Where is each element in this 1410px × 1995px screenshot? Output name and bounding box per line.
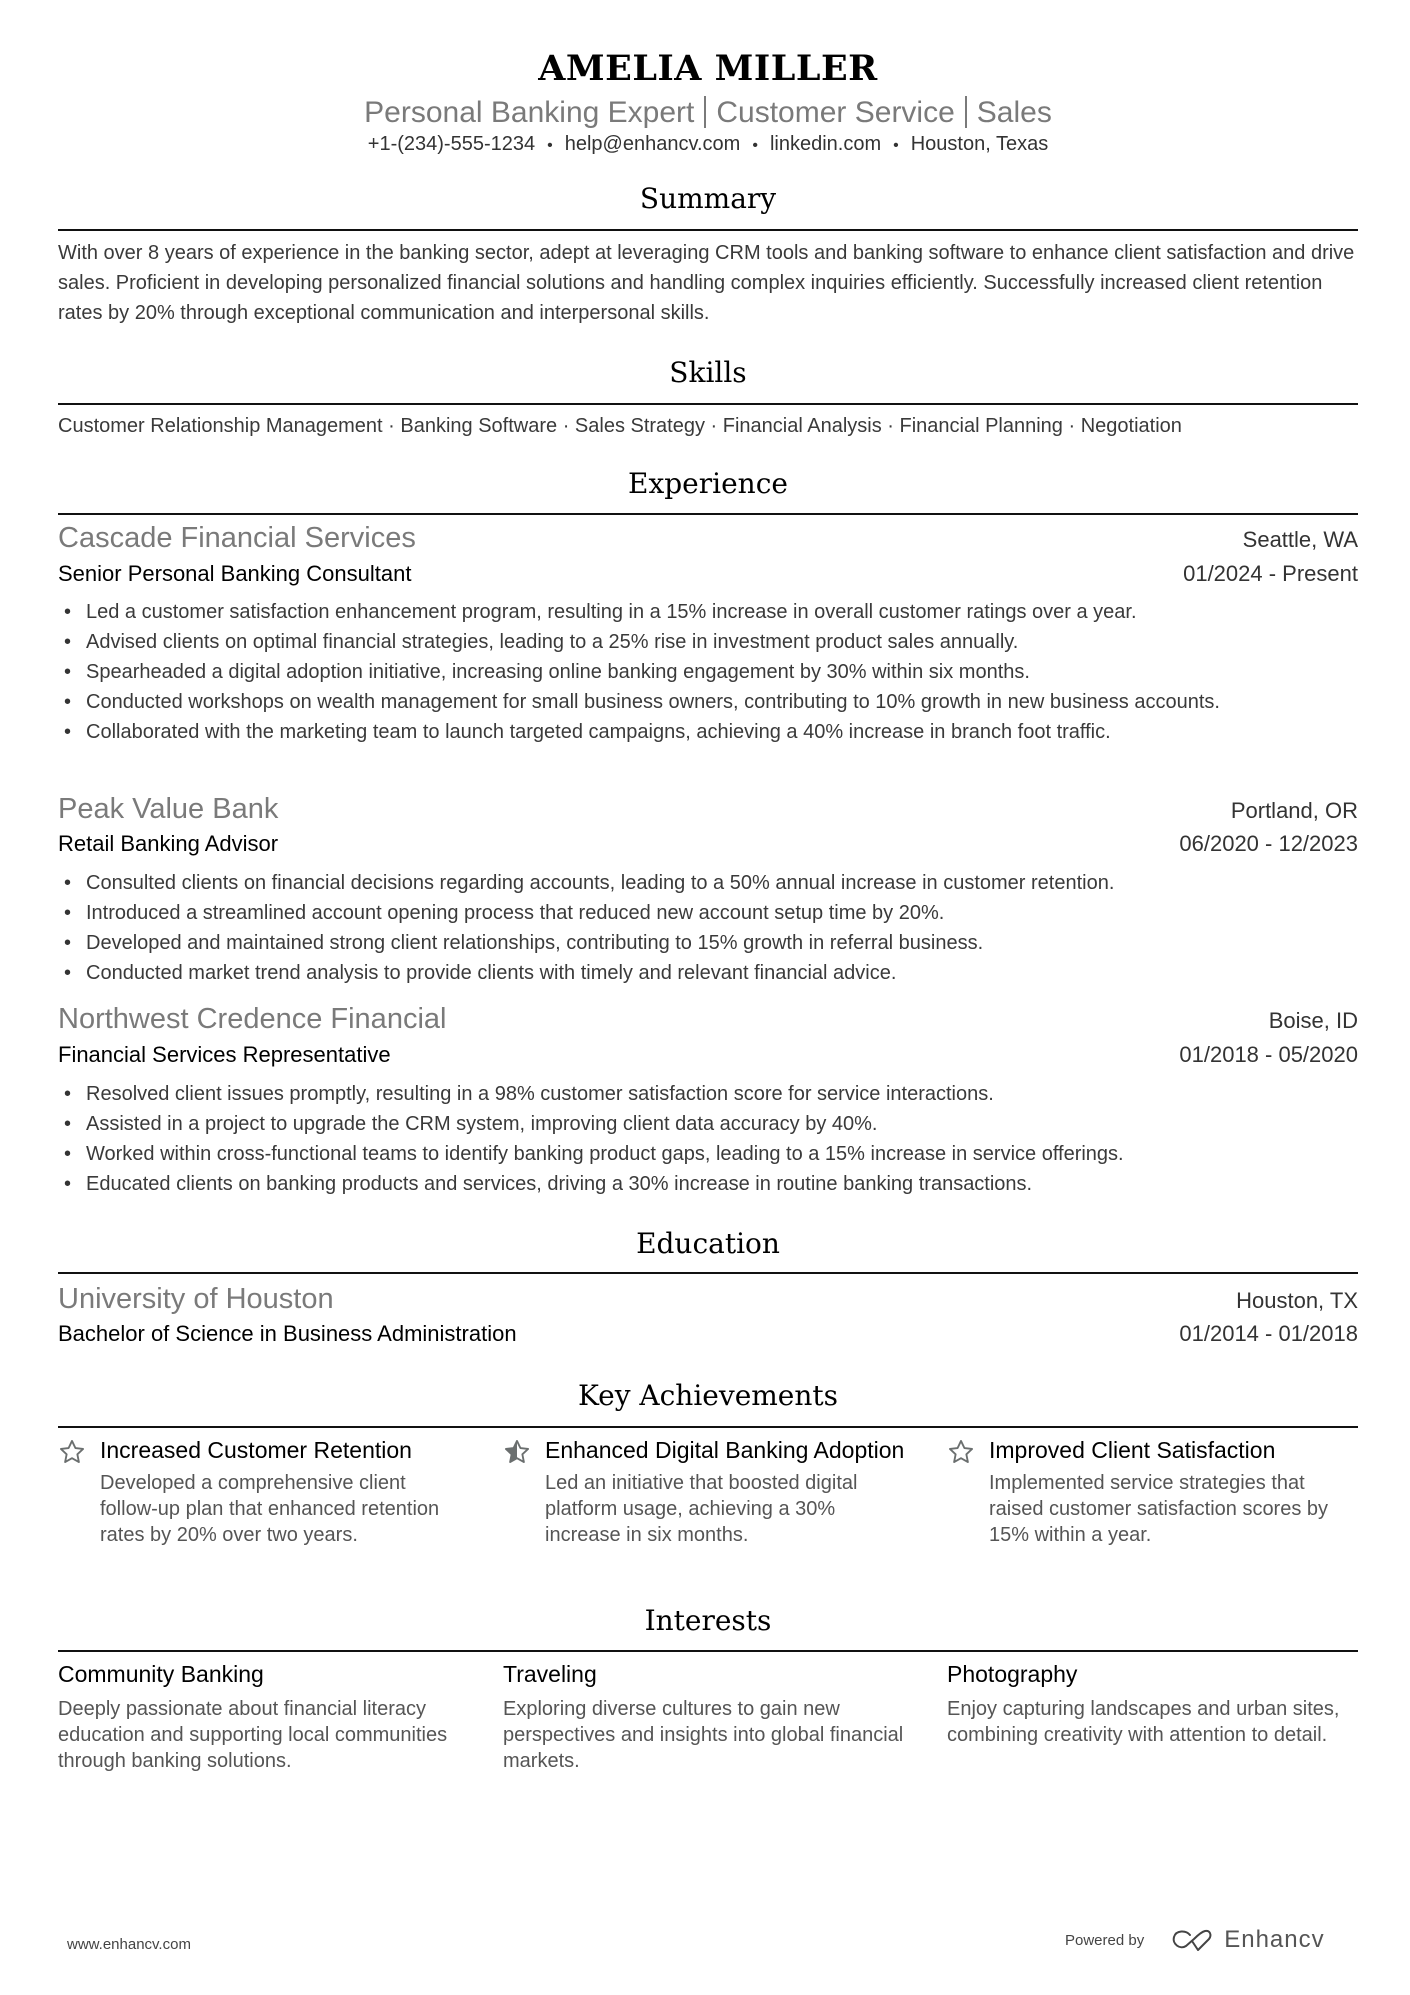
- skills-list: Customer Relationship Management · Banking Software · Sales Strategy · Financial Analysis · Financial Planning · Negotiation: [58, 415, 1182, 437]
- list-item: • Educated clients on banking products and services, driving a 30% increase in routine banking transactions.: [58, 1169, 1358, 1199]
- title-part: Personal Banking Expert: [364, 96, 695, 129]
- degree: Bachelor of Science in Business Administration: [58, 1321, 517, 1346]
- job-dates: 01/2018 - 05/2020: [1179, 1042, 1358, 1067]
- list-item: • Developed and maintained strong client relationships, contributing to 15% growth in referral business.: [58, 928, 1358, 958]
- job-bullets: [58, 868, 1358, 988]
- achievement-title: Improved Client Satisfaction: [947, 1436, 1357, 1464]
- list-item: • Advised clients on optimal financial strategies, leading to a 25% rise in investment product sales annually.: [58, 627, 1358, 657]
- job-role: Financial Services Representative: [58, 1042, 391, 1067]
- job-subheader: [58, 1042, 1358, 1068]
- interest-title: Traveling: [503, 1661, 597, 1687]
- summary-text: With over 8 years of experience in the banking sector, adept at leveraging CRM tools and banking software to enhance client satisfaction and drive sales. Proficient in developing personalized financial solutions and handling complex inquiries efficiently. Successfully increased client retention rates by 20% through exceptional communication and interpersonal skills.: [58, 242, 1355, 324]
- footer-branding: [1065, 1926, 1325, 1954]
- company-name: Peak Value Bank: [58, 793, 279, 825]
- bullet-separator: •: [893, 137, 899, 154]
- job-subheader: [58, 561, 1358, 587]
- star-outline-icon: [58, 1438, 86, 1466]
- title-separator: [965, 96, 967, 128]
- list-item: • Led a customer satisfaction enhancement program, resulting in a 15% increase in overall customer ratings over a year.: [58, 597, 1358, 627]
- school-location: Houston, TX: [1236, 1288, 1358, 1313]
- company-name: Northwest Credence Financial: [58, 1003, 447, 1035]
- interest-item: [503, 1660, 913, 1774]
- company-name: Cascade Financial Services: [58, 522, 416, 554]
- section-divider: [58, 1650, 1358, 1652]
- job-role: Senior Personal Banking Consultant: [58, 561, 412, 586]
- section-heading-skills: Skills: [669, 356, 747, 389]
- interest-description: Exploring diverse cultures to gain new perspectives and insights into global financial markets.: [503, 1698, 904, 1772]
- bullet-separator: •: [752, 137, 758, 154]
- job-bullets: [58, 1079, 1358, 1199]
- achievement-description: Led an initiative that boosted digital platform usage, achieving a 30% increase in six months.: [545, 1472, 858, 1546]
- contact-location: Houston, Texas: [910, 133, 1049, 155]
- footer-website-link[interactable]: www.enhancv.com: [67, 1936, 191, 1953]
- list-item: • Collaborated with the marketing team to launch targeted campaigns, achieving a 40% increase in branch foot traffic.: [58, 717, 1358, 747]
- list-item: • Conducted market trend analysis to provide clients with timely and relevant financial advice.: [58, 958, 1358, 988]
- achievement-description: Developed a comprehensive client follow-up plan that enhanced retention rates by 20% over two years.: [100, 1472, 440, 1546]
- title-separator: [704, 96, 706, 128]
- list-item: • Assisted in a project to upgrade the CRM system, improving client data accuracy by 40%.: [58, 1109, 1358, 1139]
- section-divider: [58, 1272, 1358, 1274]
- list-item: • Resolved client issues promptly, resulting in a 98% customer satisfaction score for service interactions.: [58, 1079, 1358, 1109]
- section-heading-interests: Interests: [644, 1604, 772, 1637]
- job-role: Retail Banking Advisor: [58, 831, 279, 856]
- achievement-description: Implemented service strategies that raised customer satisfaction scores by 15% within a year.: [989, 1472, 1329, 1546]
- title-part: Sales: [976, 96, 1052, 129]
- contact-email[interactable]: help@enhancv.com: [564, 133, 741, 155]
- enhancv-brand-name: Enhancv: [1224, 1926, 1325, 1953]
- job-bullets: [58, 597, 1358, 747]
- contact-linkedin[interactable]: linkedin.com: [769, 133, 882, 155]
- job-header: [58, 1003, 1358, 1036]
- section-heading-summary: Summary: [639, 182, 777, 215]
- section-divider: [58, 513, 1358, 515]
- enhancv-logo-icon: [1170, 1927, 1216, 1953]
- education-dates: 01/2014 - 01/2018: [1179, 1321, 1358, 1346]
- job-header: [58, 793, 1358, 826]
- contact-line: [58, 133, 1358, 156]
- interest-item: [58, 1660, 468, 1774]
- title-part: Customer Service: [716, 96, 955, 129]
- education-header: [58, 1283, 1358, 1316]
- education-subheader: [58, 1321, 1358, 1347]
- list-item: • Spearheaded a digital adoption initiative, increasing online banking engagement by 30% within six months.: [58, 657, 1358, 687]
- achievement-title: Increased Customer Retention: [58, 1436, 468, 1464]
- powered-by-label: Powered by: [1065, 1931, 1145, 1949]
- section-divider: [58, 1426, 1358, 1428]
- star-half-icon: [503, 1438, 531, 1466]
- section-divider: [58, 229, 1358, 231]
- interest-description: Enjoy capturing landscapes and urban sites, combining creativity with attention to detail.: [947, 1698, 1340, 1746]
- job-dates: 06/2020 - 12/2023: [1179, 831, 1358, 856]
- interest-description: Deeply passionate about financial literacy education and supporting local communities through banking solutions.: [58, 1698, 448, 1772]
- achievement-item: [503, 1436, 913, 1548]
- bullet-separator: •: [547, 137, 553, 154]
- school-name: University of Houston: [58, 1283, 334, 1315]
- candidate-title: [58, 96, 1358, 130]
- job-header: [58, 522, 1358, 555]
- interest-title: Photography: [947, 1661, 1078, 1687]
- achievement-title: Enhanced Digital Banking Adoption: [503, 1436, 913, 1464]
- job-dates: 01/2024 - Present: [1183, 561, 1358, 586]
- section-heading-education: Education: [636, 1227, 780, 1260]
- list-item: • Conducted workshops on wealth management for small business owners, contributing to 10% growth in new business accounts.: [58, 687, 1326, 717]
- job-location: Portland, OR: [1230, 798, 1358, 823]
- candidate-name: AMELIA MILLER: [538, 48, 878, 89]
- list-item: • Introduced a streamlined account opening process that reduced new account setup time by 20%.: [58, 898, 1358, 928]
- job-location: Seattle, WA: [1242, 527, 1358, 552]
- contact-phone[interactable]: +1-(234)-555-1234: [367, 133, 536, 155]
- list-item: • Worked within cross-functional teams to identify banking product gaps, leading to a 15% increase in service offerings.: [58, 1139, 1358, 1169]
- interest-title: Community Banking: [58, 1661, 264, 1687]
- achievement-item: [947, 1436, 1357, 1548]
- list-item: • Consulted clients on financial decisions regarding accounts, leading to a 50% annual increase in customer retention.: [58, 868, 1358, 898]
- job-subheader: [58, 831, 1358, 857]
- interest-item: [947, 1660, 1357, 1748]
- job-location: Boise, ID: [1268, 1008, 1358, 1033]
- section-heading-achievements: Key Achievements: [577, 1379, 839, 1412]
- star-outline-icon: [947, 1438, 975, 1466]
- achievement-item: [58, 1436, 468, 1548]
- section-divider: [58, 403, 1358, 405]
- section-heading-experience: Experience: [628, 467, 788, 500]
